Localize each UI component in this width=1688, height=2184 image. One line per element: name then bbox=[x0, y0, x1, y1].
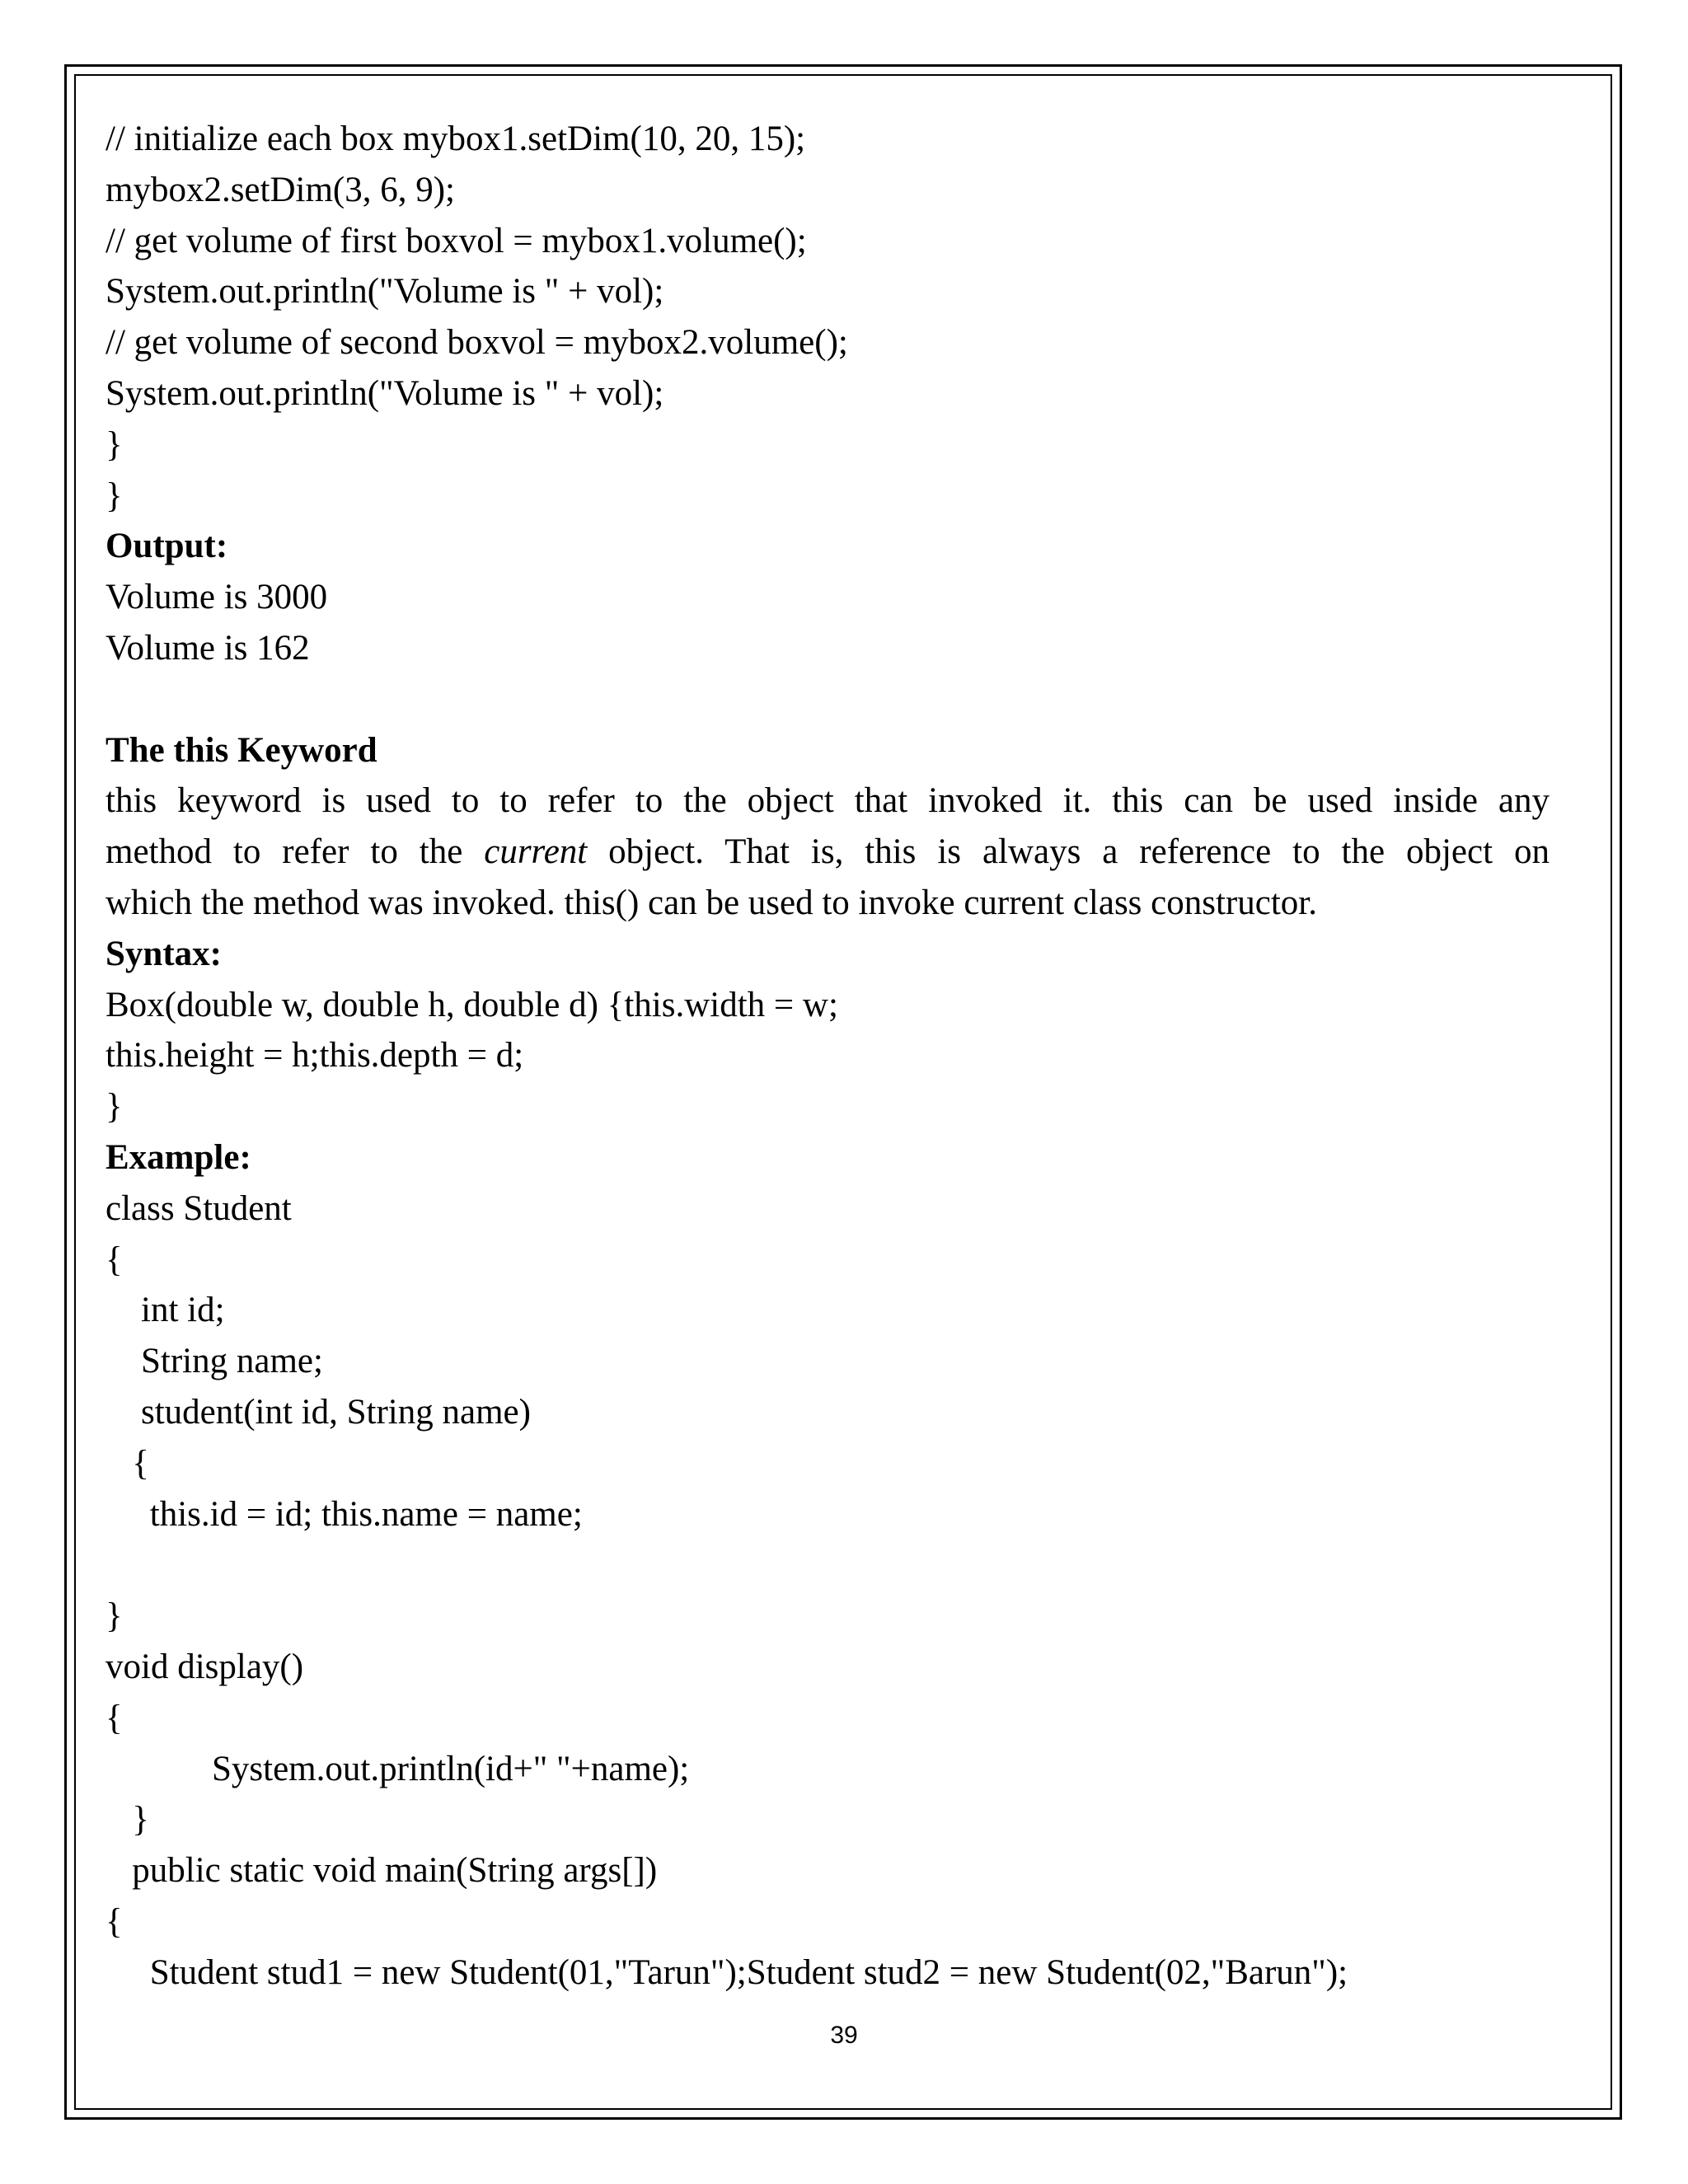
code-line: { bbox=[106, 1443, 149, 1483]
paragraph-text: object. That is, this is always a reference to the object on bbox=[587, 832, 1550, 872]
code-line: student(int id, String name) bbox=[106, 1392, 531, 1432]
code-line: this.height = h;this.depth = d; bbox=[106, 1036, 524, 1076]
code-line bbox=[106, 1540, 1550, 1591]
description-paragraph bbox=[106, 776, 1550, 928]
page-number: 39 bbox=[830, 2022, 858, 2049]
code-line: Box(double w, double h, double d) {this.width = w; bbox=[106, 985, 838, 1024]
example-code-block bbox=[106, 1183, 1550, 1999]
paragraph-text: method to refer to the bbox=[106, 832, 485, 872]
code-line: } bbox=[106, 476, 123, 515]
code-line: System.out.println("Volume is " + vol); bbox=[106, 373, 664, 413]
code-line: // initialize each box mybox1.setDim(10, 20, 15); bbox=[106, 120, 806, 158]
code-line: // get volume of first boxvol = mybox1.volume(); bbox=[106, 221, 807, 260]
syntax-block bbox=[106, 980, 1550, 1132]
page-content bbox=[106, 114, 1550, 1998]
code-block-volume bbox=[106, 114, 1550, 521]
code-line: } bbox=[106, 1596, 123, 1636]
code-line: } bbox=[106, 1800, 149, 1840]
emphasis-current: current bbox=[484, 832, 588, 872]
code-line: // get volume of second boxvol = mybox2.volume(); bbox=[106, 323, 848, 363]
code-line: void display() bbox=[106, 1647, 304, 1686]
paragraph-line: which the method was invoked. this() can be used to invoke current class constructor. bbox=[106, 883, 1317, 922]
code-line: Student stud1 = new Student(01,"Tarun");Student stud2 = new Student(02,"Barun"); bbox=[106, 1952, 1348, 1992]
syntax-heading: Syntax: bbox=[106, 934, 222, 973]
section-heading: The this Keyword bbox=[106, 730, 377, 770]
example-heading: Example: bbox=[106, 1137, 251, 1177]
paragraph-line: this keyword is used to to refer to the object that invoked it. this can be used inside any bbox=[106, 781, 1550, 821]
code-line: this.id = id; this.name = name; bbox=[106, 1494, 583, 1534]
code-line: System.out.println(id+" "+name); bbox=[106, 1749, 690, 1788]
code-line: } bbox=[106, 424, 123, 464]
code-line: { bbox=[106, 1698, 123, 1737]
paragraph-line bbox=[106, 827, 1550, 878]
code-line: System.out.println("Volume is " + vol); bbox=[106, 272, 664, 312]
spacer bbox=[106, 674, 1550, 725]
code-line: mybox2.setDim(3, 6, 9); bbox=[106, 170, 455, 209]
code-line: class Student bbox=[106, 1188, 292, 1228]
code-line: public static void main(String args[]) bbox=[106, 1851, 658, 1891]
code-line: { bbox=[106, 1240, 123, 1279]
code-line: } bbox=[106, 1087, 123, 1127]
code-line: int id; bbox=[106, 1291, 225, 1330]
output-line: Volume is 162 bbox=[106, 628, 310, 668]
output-line: Volume is 3000 bbox=[106, 578, 328, 617]
output-block bbox=[106, 572, 1550, 674]
code-line: String name; bbox=[106, 1342, 323, 1381]
code-line: { bbox=[106, 1901, 123, 1941]
output-heading: Output: bbox=[106, 527, 228, 566]
